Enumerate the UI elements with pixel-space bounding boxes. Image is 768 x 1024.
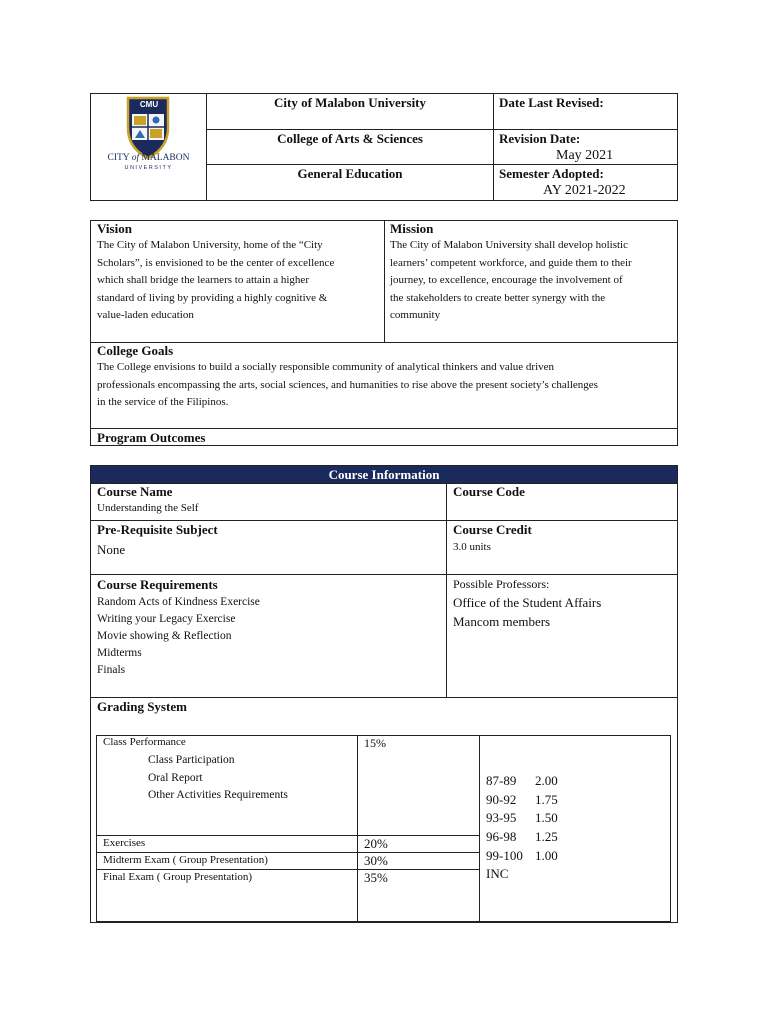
scale-grade: 1.75 xyxy=(535,792,558,807)
college-name: College of Arts & Sciences xyxy=(277,131,423,146)
prerequisite-label: Pre-Requisite Subject xyxy=(97,522,218,537)
subitem: Oral Report xyxy=(148,771,203,784)
course-requirements-label: Course Requirements xyxy=(97,577,218,592)
logo-abbr: CMU xyxy=(139,100,159,109)
scale-range: 87-89 xyxy=(486,773,517,788)
scale-grade: 1.00 xyxy=(535,848,558,863)
vision-line: Scholars”, is envisioned to be the center of excellence xyxy=(97,256,335,269)
scale-grade: 2.00 xyxy=(535,773,558,788)
course-name-label: Course Name xyxy=(97,484,173,499)
vision-mission-divider xyxy=(384,220,385,342)
header-divider xyxy=(206,164,678,165)
university-logo xyxy=(91,94,206,200)
requirement-item: Finals xyxy=(97,664,126,676)
scale-grade: 1.50 xyxy=(535,810,558,825)
college-goals-line: The College envisions to build a socially responsible community of analytical thinkers and value driven xyxy=(97,361,555,373)
scale-range: 90-92 xyxy=(486,792,517,807)
college-goals-line: professionals encompassing the arts, social sciences, and humanities to rise above the present society’s challenges xyxy=(97,378,598,391)
grading-divider xyxy=(96,835,479,836)
grading-row-pct: 35% xyxy=(364,870,388,885)
course-info-divider xyxy=(90,483,678,484)
logo-wordmark xyxy=(91,153,206,163)
class-performance-pct: 15% xyxy=(364,736,386,750)
semester-adopted-value: AY 2021-2022 xyxy=(543,183,626,198)
vision-line: The City of Malabon University, home of the “City xyxy=(97,239,323,251)
grading-row-label: Final Exam ( Group Presentation) xyxy=(103,871,253,883)
professor-item: Mancom members xyxy=(453,614,551,629)
course-info-divider xyxy=(446,483,447,698)
mission-line: journey, to excellence, encourage the involvement of xyxy=(390,274,623,287)
vision-line: which shall bridge the learners to attain a higher xyxy=(97,274,309,287)
requirement-item: Midterms xyxy=(97,647,142,659)
class-performance-label: Class Performance xyxy=(103,736,186,748)
grading-divider xyxy=(96,869,479,870)
header-divider xyxy=(493,93,494,201)
course-code-label: Course Code xyxy=(453,484,525,499)
vision-title: Vision xyxy=(97,221,132,236)
mission-text xyxy=(390,237,632,325)
program-outcomes-title: Program Outcomes xyxy=(97,430,206,445)
requirement-item: Movie showing & Reflection xyxy=(97,630,232,642)
vision-line: value-laden education xyxy=(97,309,194,322)
logo-wordmark-of: of xyxy=(131,153,140,163)
scale-range: 99-100 xyxy=(486,848,523,863)
course-name-value: Understanding the Self xyxy=(97,502,199,514)
grading-divider xyxy=(479,735,480,922)
vision-text xyxy=(97,237,334,325)
course-credit-value: 3.0 units xyxy=(453,541,491,553)
grading-divider xyxy=(96,852,479,853)
date-last-revised-label: Date Last Revised: xyxy=(499,95,604,110)
course-credit-label: Course Credit xyxy=(453,522,532,537)
scale-range: 96-98 xyxy=(486,829,517,844)
grading-row-label: Midterm Exam ( Group Presentation) xyxy=(103,854,268,866)
mission-title: Mission xyxy=(390,221,434,236)
university-name: City of Malabon University xyxy=(273,95,427,110)
mission-line: learners’ competent workforce, and guide them to their xyxy=(390,256,632,269)
mission-line: community xyxy=(390,309,441,322)
prerequisite-value: None xyxy=(97,542,126,557)
course-info-divider xyxy=(90,574,678,575)
course-info-divider xyxy=(90,520,678,521)
scale-range: 93-95 xyxy=(486,810,517,825)
course-requirements-list xyxy=(97,594,260,679)
mission-line: The City of Malabon University shall develop holistic xyxy=(390,239,628,251)
possible-professors-label: Possible Professors: xyxy=(453,577,550,591)
revision-date-value: May 2021 xyxy=(556,148,614,163)
vmg-divider xyxy=(90,428,678,429)
class-performance-subitems xyxy=(148,752,288,805)
logo-subtitle: UNIVERSITY xyxy=(124,165,173,171)
logo-wordmark-malabon: MALABON xyxy=(139,153,190,163)
grading-system-title: Grading System xyxy=(97,699,187,714)
header-divider xyxy=(206,129,678,130)
college-goals-text xyxy=(97,359,598,412)
course-info-divider xyxy=(90,697,678,698)
semester-adopted-label: Semester Adopted: xyxy=(499,166,604,181)
scale-grade: 1.25 xyxy=(535,829,558,844)
scale-range: INC xyxy=(486,866,509,881)
requirement-item: Writing your Legacy Exercise xyxy=(97,613,236,625)
grading-divider xyxy=(357,735,358,922)
subitem: Class Participation xyxy=(148,754,235,766)
vision-line: standard of living by providing a highly cognitive & xyxy=(97,291,328,304)
logo-wordmark-city: CITY xyxy=(107,153,132,163)
college-goals-title: College Goals xyxy=(97,343,174,358)
subitem: Other Activities Requirements xyxy=(148,789,288,801)
college-goals-line: in the service of the Filipinos. xyxy=(97,396,229,409)
professor-item: Office of the Student Affairs xyxy=(453,595,602,610)
grading-row-pct: 20% xyxy=(364,836,388,851)
grading-row-pct: 30% xyxy=(364,853,388,868)
course-info-banner: Course Information xyxy=(91,466,677,483)
revision-date-label: Revision Date: xyxy=(499,131,581,146)
mission-line: the stakeholders to create better synergy with the xyxy=(390,291,606,304)
grading-row-label: Exercises xyxy=(103,837,146,849)
requirement-item: Random Acts of Kindness Exercise xyxy=(97,596,260,608)
department-name: General Education xyxy=(297,166,403,181)
vmg-divider xyxy=(90,342,678,343)
